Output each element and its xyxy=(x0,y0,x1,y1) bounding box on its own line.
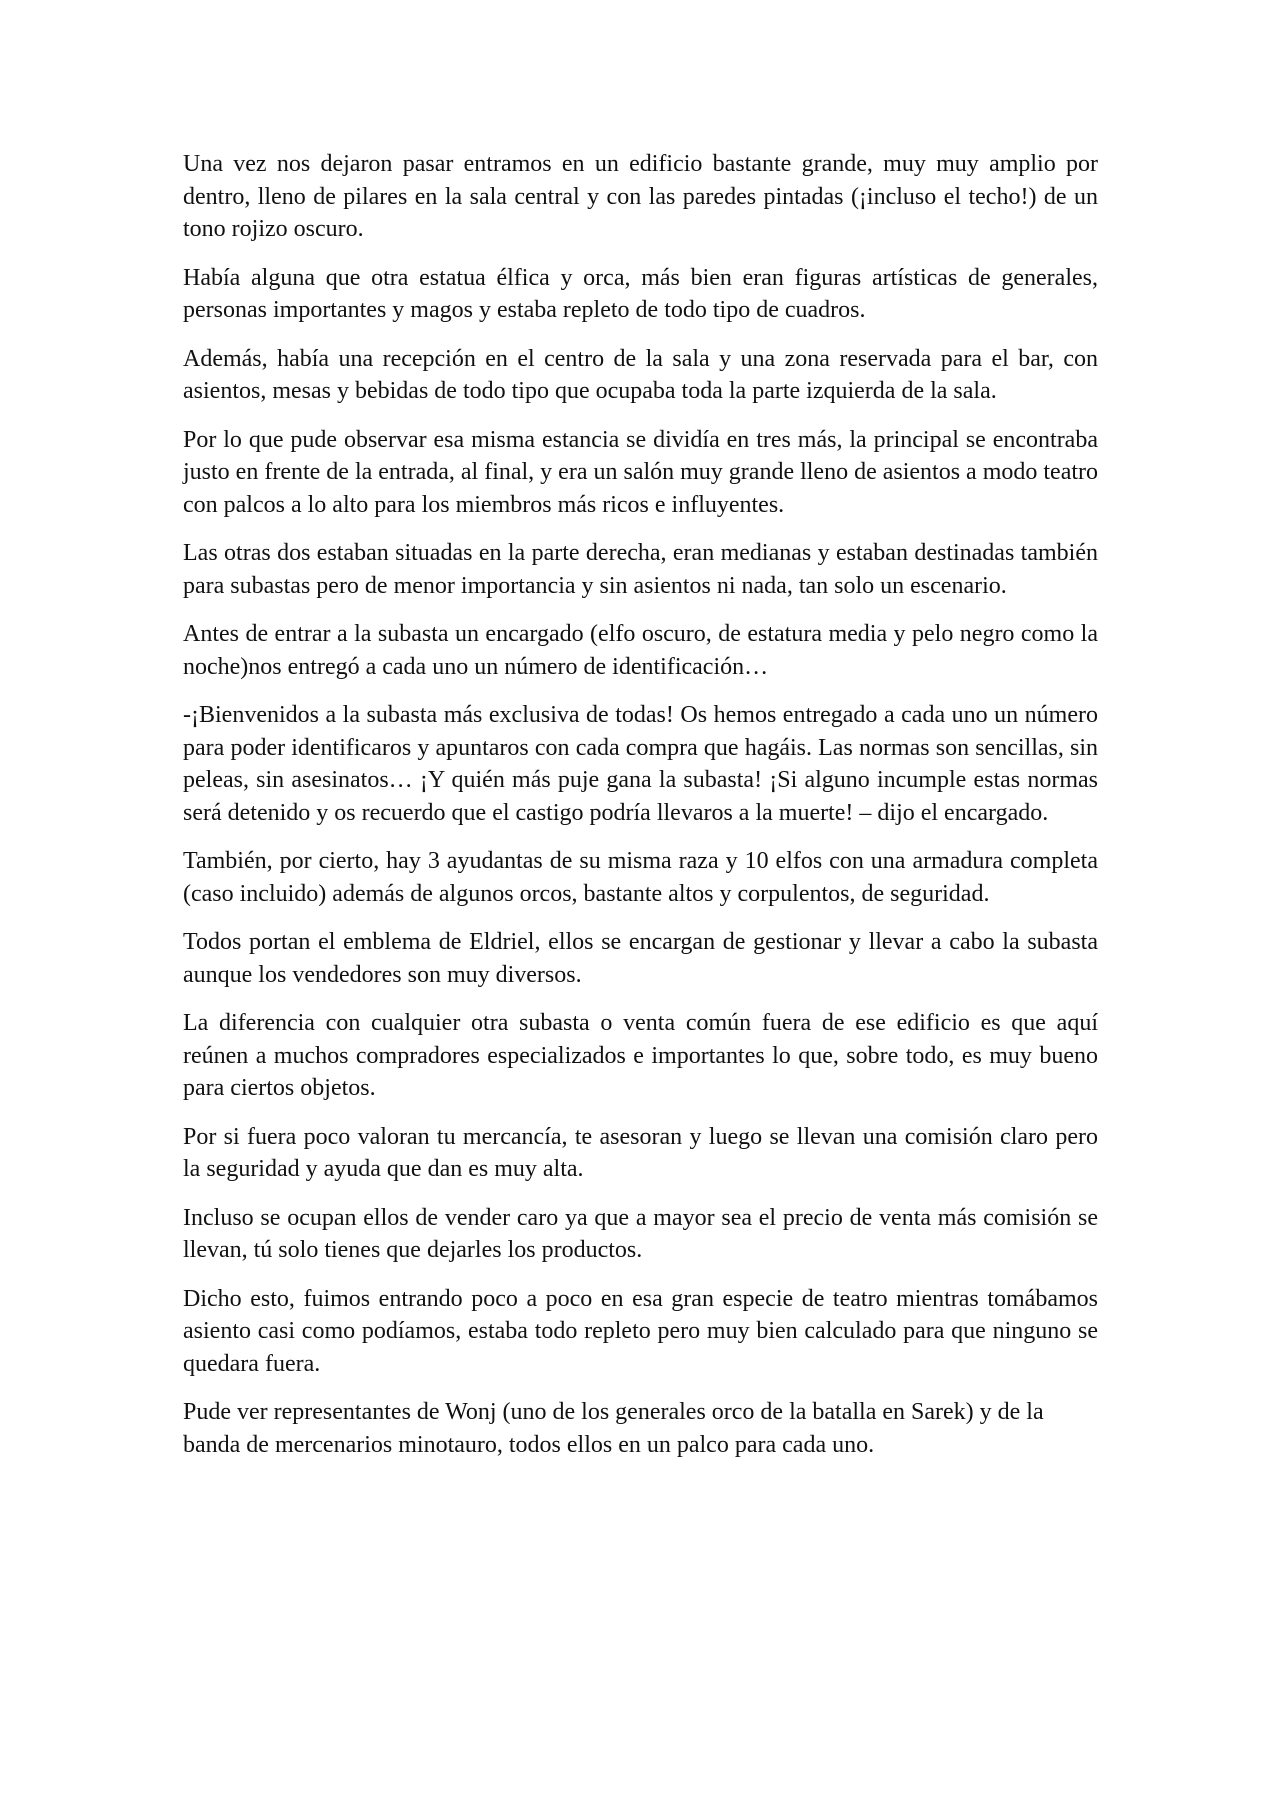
paragraph-2: Había alguna que otra estatua élfica y orca, más bien eran figuras artísticas de generales, personas importantes y magos y estaba repleto de todo tipo de cuadros. xyxy=(183,264,1098,323)
paragraph-8: También, por cierto, hay 3 ayudantas de su misma raza y 10 elfos con una armadura completa (caso incluido) además de algunos orcos, bastante altos y corpulentos, de seguridad. xyxy=(183,848,1098,907)
paragraph-9: Todos portan el emblema de Eldriel, ellos se encargan de gestionar y llevar a cabo la subasta aunque los vendedores son muy diversos. xyxy=(183,929,1098,988)
paragraph-6: Antes de entrar a la subasta un encargado (elfo oscuro, de estatura media y pelo negro como la noche)nos entregó a cada uno un número de identificación… xyxy=(183,621,1098,680)
paragraph-14: Pude ver representantes de Wonj (uno de los generales orco de la batalla en Sarek) y de la banda de mercenarios minotauro, todos ellos en un palco para cada uno. xyxy=(183,1399,1044,1458)
paragraph-5: Las otras dos estaban situadas en la parte derecha, eran medianas y estaban destinadas también para subastas pero de menor importancia y sin asientos ni nada, tan solo un escenario. xyxy=(183,540,1098,599)
paragraph-11: Por si fuera poco valoran tu mercancía, te asesoran y luego se llevan una comisión claro pero la seguridad y ayuda que dan es muy alta. xyxy=(183,1123,1098,1182)
paragraph-13: Dicho esto, fuimos entrando poco a poco en esa gran especie de teatro mientras tomábamos asiento casi como podíamos, estaba todo repleto pero muy bien calculado para que ninguno se quedara fuera. xyxy=(183,1285,1098,1377)
document-page xyxy=(183,148,1098,1477)
paragraph-1: Una vez nos dejaron pasar entramos en un edificio bastante grande, muy muy amplio por dentro, lleno de pilares en la sala central y con las paredes pintadas (¡incluso el techo!) de un tono rojizo oscuro. xyxy=(183,151,1098,242)
paragraph-4: Por lo que pude observar esa misma estancia se dividía en tres más, la principal se encontraba justo en frente de la entrada, al final, y era un salón muy grande lleno de asientos a modo teatro con palcos a lo alto para los miembros más ricos e influyentes. xyxy=(183,426,1099,518)
paragraph-10: La diferencia con cualquier otra subasta o venta común fuera de ese edificio es que aquí reúnen a muchos compradores especializados e importantes lo que, sobre todo, es muy bueno para ciertos objetos. xyxy=(183,1010,1098,1101)
paragraph-3: Además, había una recepción en el centro de la sala y una zona reservada para el bar, con asientos, mesas y bebidas de todo tipo que ocupaba toda la parte izquierda de la sala. xyxy=(183,345,1098,404)
paragraph-7: -¡Bienvenidos a la subasta más exclusiva de todas! Os hemos entregado a cada uno un número para poder identificaros y apuntaros con cada compra que hagáis. Las normas son sencillas, sin peleas, sin asesinatos… ¡Y quién más puje gana la subasta! ¡Si alguno incumple estas normas será detenido y os recuerdo que el castigo podría llevaros a la muerte! – dijo el encargado. xyxy=(183,702,1098,826)
paragraph-12: Incluso se ocupan ellos de vender caro ya que a mayor sea el precio de venta más comisión se llevan, tú solo tienes que dejarles los productos. xyxy=(183,1204,1098,1263)
